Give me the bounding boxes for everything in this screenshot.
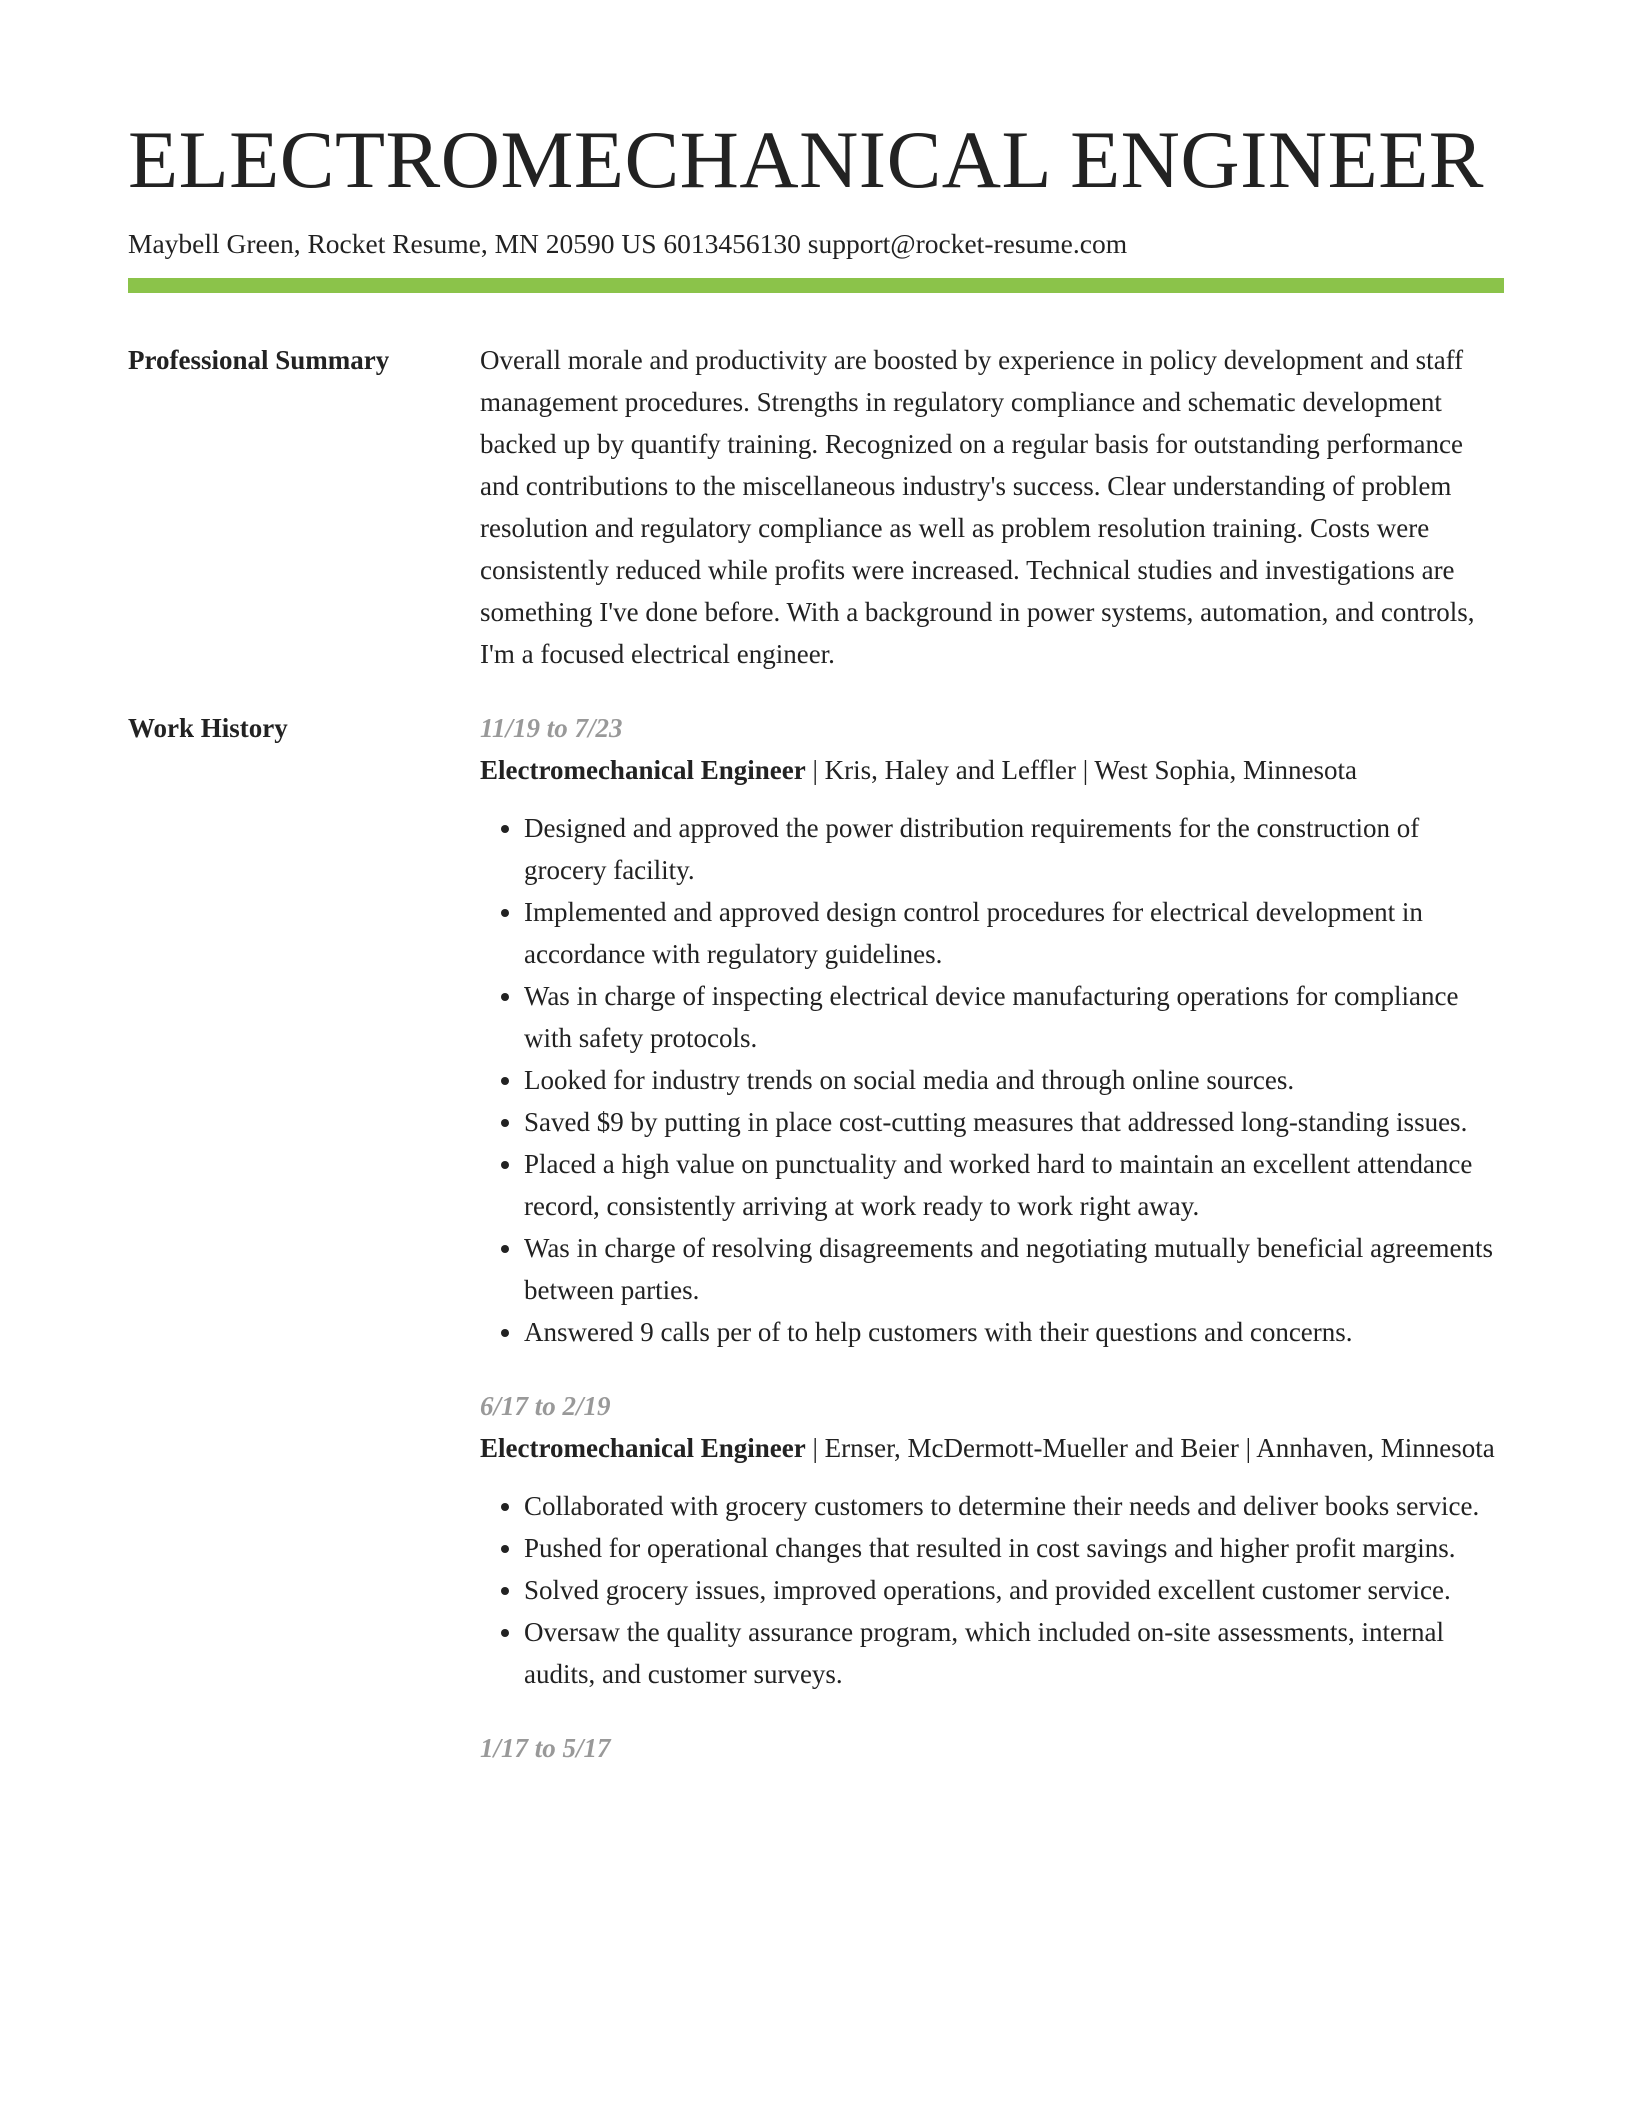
job-entry — [480, 1385, 1504, 1695]
work-history-section — [128, 707, 1504, 1769]
job-bullet: • Placed a high value on punctuality and worked hard to maintain an excellent attendance record, consistently arriving at work ready to work right away. — [524, 1143, 1504, 1227]
contact-line: Maybell Green, Rocket Resume, MN 20590 US 6013456130 support@rocket-resume.com — [128, 228, 1128, 259]
job-header — [480, 1427, 1504, 1469]
job-entry — [480, 707, 1504, 1353]
job-dates: 6/17 to 2/19 — [480, 1391, 611, 1421]
job-bullet: • Oversaw the quality assurance program, which included on-site assessments, internal audits, and customer surveys. — [524, 1611, 1504, 1695]
job-bullet: • Solved grocery issues, improved operations, and provided excellent customer service. — [524, 1569, 1504, 1611]
job-dates: 11/19 to 7/23 — [480, 713, 623, 743]
job-bullet: • Collaborated with grocery customers to determine their needs and deliver books service. — [524, 1485, 1504, 1527]
summary-text: Overall morale and productivity are boosted by experience in policy development and staff management procedures. Strengths in regulatory compliance and schematic development backed up by quantify training. Recognized on a regular basis for outstanding performance and contributions to the miscellaneous industry's success. Clear understanding of problem resolution and regulatory compliance as well as problem resolution training. Costs were consistently reduced while profits were increased. Technical studies and investigations are something I've done before. With a background in power systems, automation, and controls, I'm a focused electrical engineer. — [480, 345, 1475, 669]
job-title: Electromechanical Engineer — [480, 755, 806, 785]
accent-divider — [128, 278, 1504, 293]
job-bullet: • Answered 9 calls per of to help customers with their questions and concerns. — [524, 1311, 1504, 1353]
job-bullet: • Pushed for operational changes that resulted in cost savings and higher profit margins. — [524, 1527, 1504, 1569]
resume-title: ELECTROMECHANICAL ENGINEER — [128, 114, 1484, 205]
job-header — [480, 749, 1504, 791]
summary-label: Professional Summary — [128, 345, 390, 375]
job-bullet: • Looked for industry trends on social media and through online sources. — [524, 1059, 1504, 1101]
summary-section — [128, 339, 1504, 675]
job-details: | Ernser, McDermott-Mueller and Beier | Annhaven, Minnesota — [805, 1433, 1495, 1463]
work-history-label: Work History — [128, 713, 288, 743]
job-title: Electromechanical Engineer — [480, 1433, 806, 1463]
job-bullet: • Was in charge of inspecting electrical device manufacturing operations for compliance with safety protocols. — [524, 975, 1504, 1059]
job-bullets — [480, 807, 1504, 1353]
job-entry — [480, 1727, 1504, 1769]
job-bullets — [480, 1485, 1504, 1695]
job-bullet: • Implemented and approved design control procedures for electrical development in accordance with regulatory guidelines. — [524, 891, 1504, 975]
job-bullet: • Designed and approved the power distribution requirements for the construction of grocery facility. — [524, 807, 1504, 891]
job-bullet: • Saved $9 by putting in place cost-cutting measures that addressed long-standing issues. — [524, 1101, 1504, 1143]
job-details: | Kris, Haley and Leffler | West Sophia, Minnesota — [805, 755, 1357, 785]
work-history-body — [480, 707, 1504, 1769]
job-bullet: • Was in charge of resolving disagreements and negotiating mutually beneficial agreements between parties. — [524, 1227, 1504, 1311]
job-dates: 1/17 to 5/17 — [480, 1733, 611, 1763]
